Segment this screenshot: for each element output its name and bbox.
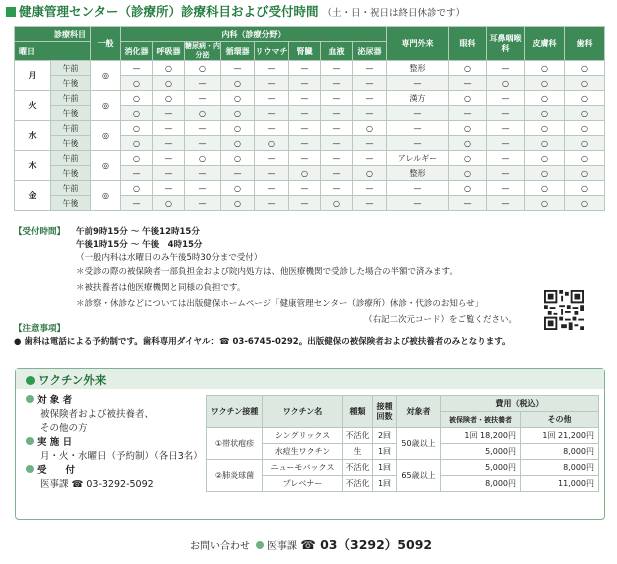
- schedule-cell: ○: [565, 196, 605, 211]
- schedule-cell: —: [353, 106, 387, 121]
- vt-col-type: 種類: [343, 396, 373, 428]
- day-label: 火: [15, 91, 51, 121]
- vt-cell-name: 水痘生ワクチン: [263, 444, 343, 460]
- schedule-cell: —: [321, 151, 353, 166]
- vt-cell-count: 1回: [373, 476, 397, 492]
- schedule-cell: —: [387, 106, 449, 121]
- col-ippan: 一般: [91, 27, 121, 61]
- ippan-cell: ◎: [91, 181, 121, 211]
- vaccine-details: [26, 394, 203, 492]
- schedule-cell: —: [255, 151, 289, 166]
- schedule-cell: ○: [353, 121, 387, 136]
- schedule-cell: ○: [121, 136, 153, 151]
- schedule-cell: ○: [153, 196, 185, 211]
- reception-line2: 午後1時15分 ～ 午後 4時15分: [76, 240, 203, 250]
- schedule-cell: —: [387, 76, 449, 91]
- slot-label: 午前: [51, 61, 91, 76]
- schedule-cell: —: [387, 121, 449, 136]
- slot-label: 午前: [51, 151, 91, 166]
- slot-label: 午前: [51, 91, 91, 106]
- vt-cell-fee-ins: 1回 18,200円: [441, 428, 521, 444]
- schedule-cell: 整形: [387, 61, 449, 76]
- schedule-cell: —: [321, 136, 353, 151]
- page-title: [6, 2, 465, 20]
- schedule-cell: —: [289, 196, 321, 211]
- target-line1: 被保険者および被扶養者、: [40, 409, 155, 420]
- days-heading: 実 施 日: [37, 437, 73, 448]
- schedule-cell: —: [487, 151, 525, 166]
- vt-cell-type: 不活化: [343, 428, 373, 444]
- schedule-cell: ○: [121, 151, 153, 166]
- schedule-cell: —: [487, 181, 525, 196]
- schedule-cell: —: [255, 61, 289, 76]
- reception-line3: （一般内科は水曜日のみ午後5時30分まで受付）: [76, 253, 263, 263]
- schedule-cell: —: [321, 181, 353, 196]
- title-note: （土・日・祝日は終日休診です）: [322, 8, 466, 19]
- schedule-cell: ○: [221, 76, 255, 91]
- slot-label: 午前: [51, 121, 91, 136]
- reception-line6: ＊診察・休診などについては出版健保ホームページ「健康管理センター（診療所）休診・代診のお知らせ」: [76, 299, 484, 309]
- vt-cell-name: シングリックス: [263, 428, 343, 444]
- schedule-cell: ○: [449, 91, 487, 106]
- reception-line4: ＊受診の際の被保険者一部負担金および院内処方は、他医療機関で受診した場合の半額で済みます。: [76, 267, 458, 277]
- schedule-cell: ○: [525, 91, 565, 106]
- bullet-icon: [256, 541, 264, 549]
- schedule-cell: ○: [221, 151, 255, 166]
- schedule-cell: ○: [185, 106, 221, 121]
- schedule-cell: —: [449, 196, 487, 211]
- schedule-cell: ○: [221, 106, 255, 121]
- naika-group-header: 内科（診療分野）: [121, 27, 387, 42]
- schedule-cell: —: [153, 166, 185, 181]
- slot-label: 午後: [51, 136, 91, 151]
- notes-label: 【注意事項】: [14, 324, 66, 334]
- schedule-cell: ○: [221, 121, 255, 136]
- schedule-cell: —: [153, 151, 185, 166]
- qr-code-icon[interactable]: [544, 290, 584, 330]
- reception-line1: 午前9時15分 ～ 午後12時15分: [76, 227, 200, 237]
- schedule-cell: ○: [121, 181, 153, 196]
- col-other-2: 耳鼻咽喉科: [487, 27, 525, 61]
- vt-cell-count: 2回: [373, 428, 397, 444]
- day-label: 木: [15, 151, 51, 181]
- vaccine-panel: [15, 368, 605, 520]
- contact-footer: [190, 535, 432, 553]
- bullet-icon: [26, 376, 35, 385]
- schedule-cell: —: [289, 136, 321, 151]
- schedule-cell: —: [289, 181, 321, 196]
- schedule-body: [15, 61, 605, 211]
- reception-line7: （右記二次元コード）をご覧ください。: [364, 315, 518, 325]
- schedule-cell: ○: [565, 61, 605, 76]
- day-label: 水: [15, 121, 51, 151]
- slot-label: 午前: [51, 181, 91, 196]
- schedule-cell: —: [185, 196, 221, 211]
- schedule-cell: —: [153, 106, 185, 121]
- schedule-cell: ○: [321, 196, 353, 211]
- schedule-cell: —: [387, 136, 449, 151]
- schedule-cell: —: [185, 91, 221, 106]
- ippan-cell: ◎: [91, 121, 121, 151]
- notes-section: [14, 323, 511, 349]
- schedule-cell: —: [255, 76, 289, 91]
- col-other-3: 皮膚科: [525, 27, 565, 61]
- schedule-cell: —: [353, 181, 387, 196]
- vt-col-fee: 費用（税込）: [441, 396, 599, 412]
- schedule-cell: ○: [565, 151, 605, 166]
- vt-cell-type: 不活化: [343, 460, 373, 476]
- schedule-cell: —: [185, 121, 221, 136]
- vt-cell-target: 65歳以上: [397, 460, 441, 492]
- col-naika-5: 腎臓: [289, 42, 321, 61]
- col-naika-6: 血液: [321, 42, 353, 61]
- schedule-cell: ○: [525, 166, 565, 181]
- slot-label: 午後: [51, 166, 91, 181]
- schedule-cell: —: [321, 76, 353, 91]
- schedule-cell: —: [255, 166, 289, 181]
- col-naika-7: 泌尿器: [353, 42, 387, 61]
- schedule-cell: ○: [221, 196, 255, 211]
- col-naika-3: 循環器: [221, 42, 255, 61]
- header-corner-bottom: 曜日: [15, 42, 91, 61]
- schedule-cell: —: [321, 121, 353, 136]
- schedule-cell: —: [487, 136, 525, 151]
- table-row: [15, 91, 605, 106]
- schedule-cell: —: [487, 121, 525, 136]
- col-naika-1: 呼吸器: [153, 42, 185, 61]
- schedule-cell: —: [185, 76, 221, 91]
- col-other-4: 歯科: [565, 27, 605, 61]
- schedule-cell: ○: [525, 136, 565, 151]
- schedule-cell: ○: [121, 91, 153, 106]
- vt-col-count: 接種回数: [373, 396, 397, 428]
- schedule-cell: ○: [449, 166, 487, 181]
- vt-cell-type: 不活化: [343, 476, 373, 492]
- schedule-cell: —: [221, 166, 255, 181]
- vt-cell-fee-other: 11,000円: [521, 476, 599, 492]
- table-row: [15, 121, 605, 136]
- schedule-cell: ○: [153, 61, 185, 76]
- table-row: [15, 61, 605, 76]
- vt-cell-target: 50歳以上: [397, 428, 441, 460]
- target-heading: 対 象 者: [37, 395, 73, 406]
- schedule-cell: —: [121, 166, 153, 181]
- schedule-cell: ○: [153, 76, 185, 91]
- table-row: [207, 428, 599, 444]
- schedule-cell: ○: [565, 181, 605, 196]
- schedule-cell: —: [487, 106, 525, 121]
- vt-cell-count: 1回: [373, 444, 397, 460]
- schedule-cell: —: [321, 61, 353, 76]
- vt-cell-count: 1回: [373, 460, 397, 476]
- ippan-cell: ◎: [91, 151, 121, 181]
- schedule-cell: ○: [525, 61, 565, 76]
- schedule-cell: —: [353, 151, 387, 166]
- reception-line5: ＊被扶養者は他医療機関と同様の負担です。: [76, 283, 246, 293]
- vt-cell-type: 生: [343, 444, 373, 460]
- bullet-icon: [26, 465, 34, 473]
- schedule-cell: ○: [449, 151, 487, 166]
- schedule-cell: —: [487, 91, 525, 106]
- schedule-cell: ○: [525, 151, 565, 166]
- schedule-cell: ○: [121, 106, 153, 121]
- schedule-cell: —: [487, 196, 525, 211]
- schedule-cell: —: [487, 61, 525, 76]
- schedule-cell: —: [353, 76, 387, 91]
- table-row: [207, 460, 599, 476]
- header-corner-top: 診療科目: [15, 27, 91, 42]
- col-naika-2: 糖尿病・内分泌: [185, 42, 220, 59]
- slot-label: 午後: [51, 76, 91, 91]
- schedule-cell: 整形: [387, 166, 449, 181]
- schedule-cell: —: [255, 106, 289, 121]
- vt-cell-name: プレベナー: [263, 476, 343, 492]
- schedule-cell: —: [353, 61, 387, 76]
- schedule-cell: ○: [185, 151, 221, 166]
- schedule-cell: ○: [565, 136, 605, 151]
- vaccine-table: [206, 395, 599, 492]
- schedule-cell: —: [121, 196, 153, 211]
- schedule-cell: —: [153, 121, 185, 136]
- schedule-cell: ○: [525, 196, 565, 211]
- schedule-cell: —: [153, 136, 185, 151]
- bullet-icon: [26, 395, 34, 403]
- reception-heading: 受 付: [37, 465, 76, 476]
- schedule-cell: —: [255, 91, 289, 106]
- schedule-cell: —: [449, 106, 487, 121]
- schedule-cell: ○: [565, 91, 605, 106]
- vt-cell-kind: ①帯状疱疹: [207, 428, 263, 460]
- vt-cell-fee-other: 8,000円: [521, 444, 599, 460]
- bullet-icon: [26, 437, 34, 445]
- schedule-cell: ○: [121, 76, 153, 91]
- schedule-cell: ○: [487, 76, 525, 91]
- day-label: 月: [15, 61, 51, 91]
- schedule-cell: ○: [185, 61, 221, 76]
- schedule-cell: —: [289, 106, 321, 121]
- table-row: [15, 181, 605, 196]
- schedule-cell: —: [255, 121, 289, 136]
- schedule-cell: ○: [449, 136, 487, 151]
- vt-col-fee-ins: 被保険者・被扶養者: [441, 412, 521, 428]
- col-other-0: 専門外来: [387, 27, 449, 61]
- schedule-cell: —: [321, 106, 353, 121]
- schedule-table: [14, 26, 605, 211]
- day-label: 金: [15, 181, 51, 211]
- vt-cell-kind: ②肺炎球菌: [207, 460, 263, 492]
- vt-cell-fee-ins: 5,000円: [441, 460, 521, 476]
- vaccine-title: ワクチン外来: [38, 373, 107, 387]
- schedule-cell: —: [449, 76, 487, 91]
- col-other-1: 眼科: [449, 27, 487, 61]
- schedule-cell: —: [289, 76, 321, 91]
- schedule-cell: ○: [449, 61, 487, 76]
- schedule-cell: ○: [353, 166, 387, 181]
- schedule-cell: ○: [449, 121, 487, 136]
- reception-value[interactable]: 医事課 ☎ 03-3292-5092: [40, 479, 154, 490]
- schedule-cell: ○: [565, 106, 605, 121]
- ippan-cell: ◎: [91, 91, 121, 121]
- schedule-cell: —: [289, 151, 321, 166]
- schedule-cell: ○: [221, 181, 255, 196]
- schedule-cell: ○: [525, 181, 565, 196]
- table-row: [15, 151, 605, 166]
- vt-cell-fee-ins: 5,000円: [441, 444, 521, 460]
- notes-line: ● 歯科は電話による予約制です。歯科専用ダイヤル：☎ 03-6745-0292。出版健保の被保険者および被扶養者のみとなります。: [14, 337, 511, 347]
- reception-label: 【受付時間】: [14, 227, 66, 237]
- schedule-cell: —: [255, 196, 289, 211]
- ippan-cell: ◎: [91, 61, 121, 91]
- vt-cell-fee-other: 1回 21,200円: [521, 428, 599, 444]
- schedule-cell: —: [387, 181, 449, 196]
- schedule-cell: ○: [565, 121, 605, 136]
- schedule-cell: ○: [221, 136, 255, 151]
- vt-col-kind: ワクチン接種: [207, 396, 263, 428]
- days-value: 月・火・水曜日（予約制）（各日3名）: [40, 451, 203, 462]
- contact-label: お問い合わせ: [190, 541, 250, 552]
- vt-cell-name: ニューモバックス: [263, 460, 343, 476]
- schedule-cell: —: [387, 196, 449, 211]
- schedule-cell: —: [487, 166, 525, 181]
- schedule-cell: —: [321, 166, 353, 181]
- schedule-cell: —: [353, 136, 387, 151]
- vaccine-header: [16, 369, 604, 389]
- schedule-cell: —: [185, 136, 221, 151]
- schedule-cell: —: [221, 61, 255, 76]
- schedule-cell: —: [255, 181, 289, 196]
- col-naika-4: リウマチ: [255, 42, 289, 61]
- schedule-cell: —: [185, 181, 221, 196]
- schedule-cell: ○: [289, 166, 321, 181]
- schedule-cell: ○: [221, 91, 255, 106]
- schedule-cell: ○: [565, 76, 605, 91]
- col-naika-0: 消化器: [121, 42, 153, 61]
- schedule-cell: ○: [121, 121, 153, 136]
- slot-label: 午後: [51, 196, 91, 211]
- schedule-cell: ○: [255, 136, 289, 151]
- title-square-icon: [6, 7, 16, 17]
- schedule-cell: —: [153, 181, 185, 196]
- schedule-cell: ○: [525, 121, 565, 136]
- schedule-cell: ○: [449, 181, 487, 196]
- schedule-cell: アレルギー: [387, 151, 449, 166]
- schedule-cell: —: [121, 61, 153, 76]
- contact-dept: 医事課: [267, 541, 297, 552]
- vt-col-target: 対象者: [397, 396, 441, 428]
- contact-phone[interactable]: ☎ 03（3292）5092: [300, 537, 433, 552]
- vt-cell-fee-other: 8,000円: [521, 460, 599, 476]
- schedule-cell: ○: [525, 76, 565, 91]
- schedule-cell: 漢方: [387, 91, 449, 106]
- slot-label: 午後: [51, 106, 91, 121]
- vt-col-fee-other: その他: [521, 412, 599, 428]
- schedule-cell: ○: [153, 91, 185, 106]
- schedule-cell: —: [289, 61, 321, 76]
- schedule-cell: ○: [565, 166, 605, 181]
- schedule-cell: —: [185, 166, 221, 181]
- target-line2: その他の方: [40, 423, 88, 434]
- vt-cell-fee-ins: 8,000円: [441, 476, 521, 492]
- title-text: 健康管理センター（診療所）診療科目および受付時間: [19, 4, 319, 19]
- schedule-cell: —: [289, 91, 321, 106]
- schedule-cell: ○: [525, 106, 565, 121]
- schedule-cell: —: [353, 91, 387, 106]
- schedule-cell: —: [321, 91, 353, 106]
- vt-col-name: ワクチン名: [263, 396, 343, 428]
- schedule-cell: —: [353, 196, 387, 211]
- schedule-cell: —: [289, 121, 321, 136]
